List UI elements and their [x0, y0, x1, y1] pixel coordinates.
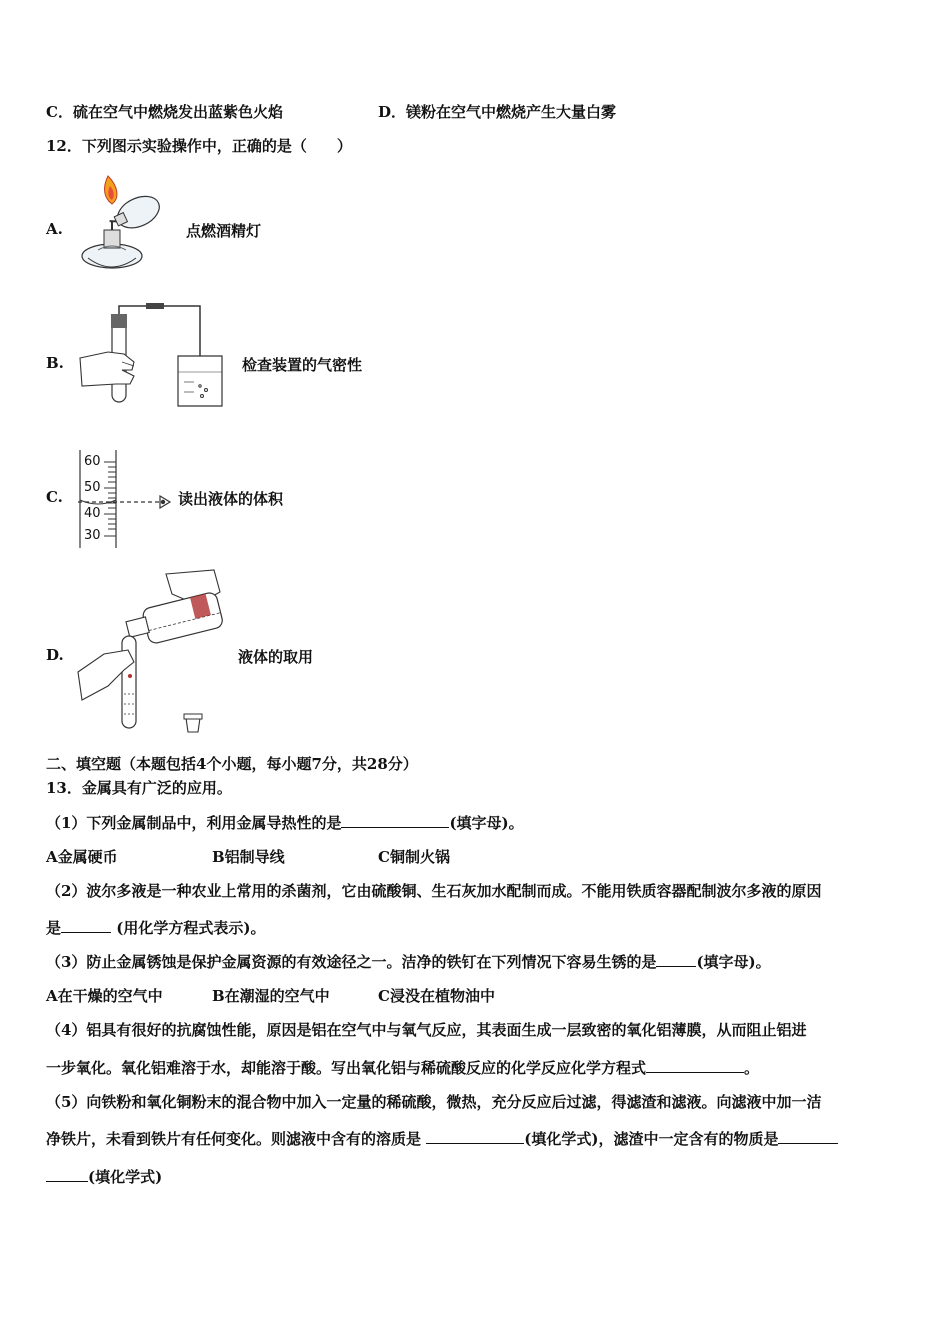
answer-blank[interactable] [426, 1129, 524, 1144]
q13-part4-text: 一步氧化。氧化铝难溶于水，却能溶于酸。写出氧化铝与稀硫酸反应的化学反应化学方程式 [46, 1059, 647, 1077]
airtightness-check-figure [78, 300, 228, 412]
q12-option-b-label: B. [46, 354, 64, 372]
q13-part3-choice-b: B在潮湿的空气中 [212, 987, 330, 1005]
q12-option-a-label: A. [46, 220, 63, 238]
q13-part1-choice-c: C铜制火锅 [378, 848, 450, 866]
q13-part4-tail: 。 [744, 1059, 760, 1077]
cylinder-tick-30: 30 [84, 528, 101, 543]
answer-blank[interactable] [46, 1167, 88, 1182]
q12-option-d-text: 液体的取用 [238, 648, 314, 666]
q13-part3-choice-a: A在干燥的空气中 [46, 987, 163, 1005]
q13-part3 [46, 952, 771, 972]
q13-part1 [46, 813, 524, 833]
q13-part3-text: （3）防止金属锈蚀是保护金属资源的有效途径之一。洁净的铁钉在下列情况下容易生锈的是 [46, 953, 657, 971]
q11-option-d: D．镁粉在空气中燃烧产生大量白雾 [378, 103, 617, 121]
q13-part5-line1: （5）向铁粉和氧化铜粉末的混合物中加入一定量的稀硫酸，微热，充分反应后过滤，得滤渣和滤液。向滤液中加一洁 [46, 1093, 822, 1111]
liquid-pouring-figure [74, 566, 224, 736]
answer-blank[interactable] [778, 1129, 838, 1144]
q13-part2-tail: (用化学方程式表示)。 [116, 919, 266, 937]
q13-part3-choice-c: C浸没在植物油中 [378, 987, 495, 1005]
q13-part2-line2 [46, 918, 265, 938]
q13-part2-head: 是 [46, 919, 62, 937]
cylinder-tick-50: 50 [84, 480, 101, 495]
alcohol-lamp-lighting-figure [74, 172, 170, 276]
q13-part1-choice-a: A金属硬币 [46, 848, 118, 866]
q13-part5-head: 净铁片，未看到铁片有任何变化。则滤液中含有的溶质是 [46, 1130, 422, 1148]
q13-part5-tail: (填化学式) [88, 1168, 163, 1186]
q13-part1-tail: (填字母)。 [449, 814, 524, 832]
q11-option-c: C．硫在空气中燃烧发出蓝紫色火焰 [46, 103, 283, 121]
answer-blank[interactable] [61, 918, 111, 933]
cylinder-tick-60: 60 [84, 454, 101, 469]
answer-blank[interactable] [341, 813, 449, 828]
q13-part5-line3 [46, 1167, 162, 1187]
q13-stem: 13．金属具有广泛的应用。 [46, 779, 232, 797]
q13-part4-line2 [46, 1058, 759, 1078]
section-title: 二、填空题（本题包括4个小题，每小题7分，共28分） [46, 755, 418, 773]
q12-option-d-label: D. [46, 646, 64, 664]
q12-option-c-text: 读出液体的体积 [178, 490, 284, 508]
q13-part4-line1: （4）铝具有很好的抗腐蚀性能，原因是铝在空气中与氧气反应，其表面生成一层致密的氧化铝薄膜，从而阻止铝进 [46, 1021, 807, 1039]
q13-part1-text: （1）下列金属制品中，利用金属导热性的是 [46, 814, 342, 832]
q12-stem: 12．下列图示实验操作中，正确的是（ ） [46, 137, 352, 155]
q13-part1-choice-b: B铝制导线 [212, 848, 285, 866]
answer-blank[interactable] [646, 1058, 744, 1073]
answer-blank[interactable] [656, 952, 696, 967]
q13-part2-line1: （2）波尔多液是一种农业上常用的杀菌剂，它由硫酸铜、生石灰加水配制而成。不能用铁质容器配制波尔多液的原因 [46, 882, 822, 900]
q12-option-a-text: 点燃酒精灯 [186, 222, 262, 240]
q12-option-b-text: 检查装置的气密性 [242, 356, 363, 374]
q12-option-c-label: C. [46, 488, 63, 506]
cylinder-tick-40: 40 [84, 506, 101, 521]
q13-part5-line2 [46, 1129, 838, 1149]
q13-part3-tail: (填字母)。 [696, 953, 771, 971]
q13-part5-mid: (填化学式)，滤渣中一定含有的物质是 [524, 1130, 779, 1148]
